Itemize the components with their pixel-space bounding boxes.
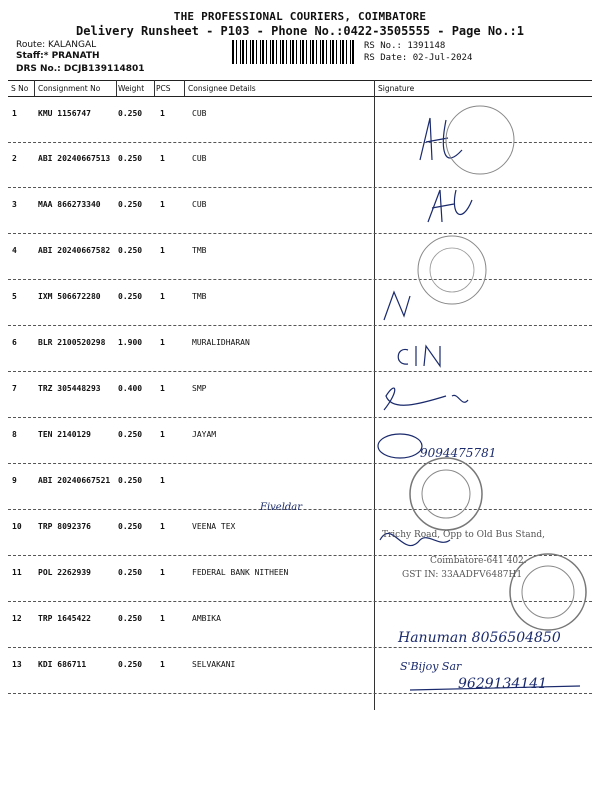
barcode-bar xyxy=(262,40,264,64)
barcode-bar xyxy=(266,40,267,64)
consignee-cell: SMP xyxy=(192,384,207,393)
table-row xyxy=(8,292,592,326)
sno-cell: 4 xyxy=(12,246,17,255)
barcode-bar xyxy=(326,40,327,64)
row-separator xyxy=(8,417,592,418)
barcode-bar xyxy=(252,40,254,64)
barcode-bar xyxy=(272,40,274,64)
barcode-bar xyxy=(232,40,234,64)
route-label: Route: KALANGAL xyxy=(16,40,97,50)
sno-cell: 10 xyxy=(12,522,22,531)
pcs-cell: 1 xyxy=(160,200,165,209)
consignment-cell: TEN 2140129 xyxy=(38,430,91,439)
weight-cell: 1.900 xyxy=(118,338,143,347)
row-separator xyxy=(8,647,592,648)
row-separator xyxy=(8,601,592,602)
consignment-cell: KDI 686711 xyxy=(38,660,87,669)
row-separator xyxy=(8,233,592,234)
barcode-bar xyxy=(260,40,261,64)
row-separator xyxy=(8,693,592,694)
barcode-bar xyxy=(342,40,344,64)
row12-handwriting: Hanuman 8056504850 xyxy=(398,630,561,646)
sno-cell: 3 xyxy=(12,200,17,209)
route-info xyxy=(16,40,145,75)
stamp-gst: GST IN: 33AADFV6487H1 xyxy=(402,570,523,580)
sno-cell: 6 xyxy=(12,338,17,347)
barcode-bar xyxy=(340,40,341,64)
row9-note: Fiveldar xyxy=(260,502,303,513)
consignee-cell: SELVAKANI xyxy=(192,660,236,669)
row-separator xyxy=(8,463,592,464)
barcode-bar xyxy=(292,40,294,64)
consignee-cell: TMB xyxy=(192,292,207,301)
barcode-bar xyxy=(280,40,281,64)
barcode-bar xyxy=(352,40,354,64)
row-separator xyxy=(8,187,592,188)
pcs-cell: 1 xyxy=(160,292,165,301)
barcode-bar xyxy=(242,40,244,64)
col-divider xyxy=(184,80,185,96)
row-separator xyxy=(8,142,592,143)
consignment-cell: ABI 20240667521 xyxy=(38,476,111,485)
consignment-cell: TRZ 305448293 xyxy=(38,384,101,393)
barcode xyxy=(232,40,356,64)
pcs-cell: 1 xyxy=(160,476,165,485)
weight-cell: 0.250 xyxy=(118,522,143,531)
barcode-bar xyxy=(286,40,287,64)
sno-cell: 1 xyxy=(12,109,17,118)
consignment-cell: POL 2262939 xyxy=(38,568,91,577)
pcs-cell: 1 xyxy=(160,246,165,255)
table-row xyxy=(8,338,592,372)
consignment-cell: KMU 1156747 xyxy=(38,109,91,118)
consignee-cell: MURALIDHARAN xyxy=(192,338,250,347)
table-top-border xyxy=(8,80,592,81)
barcode-bar xyxy=(336,40,337,64)
barcode-bar xyxy=(332,40,334,64)
consignee-cell: FEDERAL BANK NITHEEN xyxy=(192,568,289,577)
weight-cell: 0.250 xyxy=(118,200,143,209)
pcs-cell: 1 xyxy=(160,568,165,577)
consignment-cell: ABI 20240667513 xyxy=(38,154,111,163)
sno-cell: 5 xyxy=(12,292,17,301)
runsheet-subtitle: Delivery Runsheet - P103 - Phone No.:0422-3505555 - Page No.:1 xyxy=(76,24,524,38)
consignment-cell: IXM 506672280 xyxy=(38,292,101,301)
page-title: THE PROFESSIONAL COURIERS, COIMBATORE xyxy=(173,10,427,23)
consignee-cell: TMB xyxy=(192,246,207,255)
sno-cell: 11 xyxy=(12,568,22,577)
table-row xyxy=(8,154,592,188)
table-row xyxy=(8,246,592,280)
weight-cell: 0.250 xyxy=(118,614,143,623)
consignment-cell: TRP 8092376 xyxy=(38,522,91,531)
staff-label: Staff:* PRANATH xyxy=(16,51,100,61)
weight-cell: 0.250 xyxy=(118,246,143,255)
barcode-bar xyxy=(316,40,317,64)
barcode-bar xyxy=(300,40,301,64)
runsheet-table xyxy=(8,80,592,710)
barcode-bar xyxy=(322,40,324,64)
barcode-bar xyxy=(270,40,271,64)
col-divider xyxy=(34,80,35,96)
consignment-cell: TRP 1645422 xyxy=(38,614,91,623)
row-separator xyxy=(8,325,592,326)
barcode-bar xyxy=(330,40,331,64)
weight-cell: 0.250 xyxy=(118,660,143,669)
header-signature: Signature xyxy=(378,84,415,93)
row13-handwriting-name: S'Bijoy Sar xyxy=(400,660,462,673)
sno-cell: 2 xyxy=(12,154,17,163)
header-consignment: Consignment No xyxy=(38,84,101,93)
col-divider xyxy=(154,80,155,96)
row8-phone: 9094475781 xyxy=(420,446,497,460)
table-row xyxy=(8,200,592,234)
col-divider xyxy=(116,80,117,96)
weight-cell: 0.250 xyxy=(118,109,143,118)
barcode-bar xyxy=(240,40,241,64)
pcs-cell: 1 xyxy=(160,154,165,163)
header-consignee: Consignee Details xyxy=(188,84,256,93)
barcode-bar xyxy=(290,40,291,64)
consignment-cell: ABI 20240667582 xyxy=(38,246,111,255)
table-row xyxy=(8,109,592,143)
consignee-cell: CUB xyxy=(192,200,207,209)
row-separator xyxy=(8,371,592,372)
stamp-address-line1: Trichy Road, Opp to Old Bus Stand, xyxy=(382,530,546,540)
consignee-cell: AMBIKA xyxy=(192,614,221,623)
consignment-cell: BLR 2100520298 xyxy=(38,338,106,347)
drs-number: DRS No.: DCJB139114801 xyxy=(16,64,145,74)
consignee-cell: CUB xyxy=(192,109,207,118)
pcs-cell: 1 xyxy=(160,384,165,393)
barcode-bar xyxy=(310,40,311,64)
barcode-bar xyxy=(306,40,307,64)
consignment-cell: MAA 866273340 xyxy=(38,200,101,209)
pcs-cell: 1 xyxy=(160,522,165,531)
sno-cell: 12 xyxy=(12,614,22,623)
barcode-bar xyxy=(320,40,321,64)
row-separator xyxy=(8,279,592,280)
barcode-bar xyxy=(312,40,314,64)
barcode-bar xyxy=(302,40,304,64)
barcode-bar xyxy=(350,40,351,64)
sno-cell: 7 xyxy=(12,384,17,393)
weight-cell: 0.250 xyxy=(118,568,143,577)
barcode-bar xyxy=(276,40,277,64)
pcs-cell: 1 xyxy=(160,660,165,669)
rs-info xyxy=(364,40,472,64)
header-weight: Weight xyxy=(118,84,145,93)
header-bottom-border xyxy=(8,96,592,97)
weight-cell: 0.400 xyxy=(118,384,143,393)
consignee-cell: CUB xyxy=(192,154,207,163)
barcode-bar xyxy=(250,40,251,64)
weight-cell: 0.250 xyxy=(118,154,143,163)
table-row xyxy=(8,430,592,464)
stamp-address-line2: Coimbatore-641 402. xyxy=(430,556,527,566)
weight-cell: 0.250 xyxy=(118,430,143,439)
pcs-cell: 1 xyxy=(160,430,165,439)
consignee-cell: JAYAM xyxy=(192,430,217,439)
weight-cell: 0.250 xyxy=(118,476,143,485)
header-sno: S No xyxy=(11,84,29,93)
barcode-bar xyxy=(282,40,284,64)
consignee-cell: VEENA TEX xyxy=(192,522,236,531)
rs-date: RS Date: 02-Jul-2024 xyxy=(364,53,473,63)
barcode-bar xyxy=(346,40,347,64)
barcode-bar xyxy=(256,40,257,64)
table-row xyxy=(8,384,592,418)
sno-cell: 9 xyxy=(12,476,17,485)
pcs-cell: 1 xyxy=(160,109,165,118)
barcode-bar xyxy=(236,40,237,64)
pcs-cell: 1 xyxy=(160,614,165,623)
weight-cell: 0.250 xyxy=(118,292,143,301)
barcode-bar xyxy=(296,40,297,64)
row13-handwriting-phone: 9629134141 xyxy=(458,676,548,692)
sno-cell: 13 xyxy=(12,660,22,669)
barcode-bar xyxy=(246,40,247,64)
header-pcs: PCS xyxy=(156,84,171,93)
sno-cell: 8 xyxy=(12,430,17,439)
pcs-cell: 1 xyxy=(160,338,165,347)
rs-number: RS No.: 1391148 xyxy=(364,41,446,51)
